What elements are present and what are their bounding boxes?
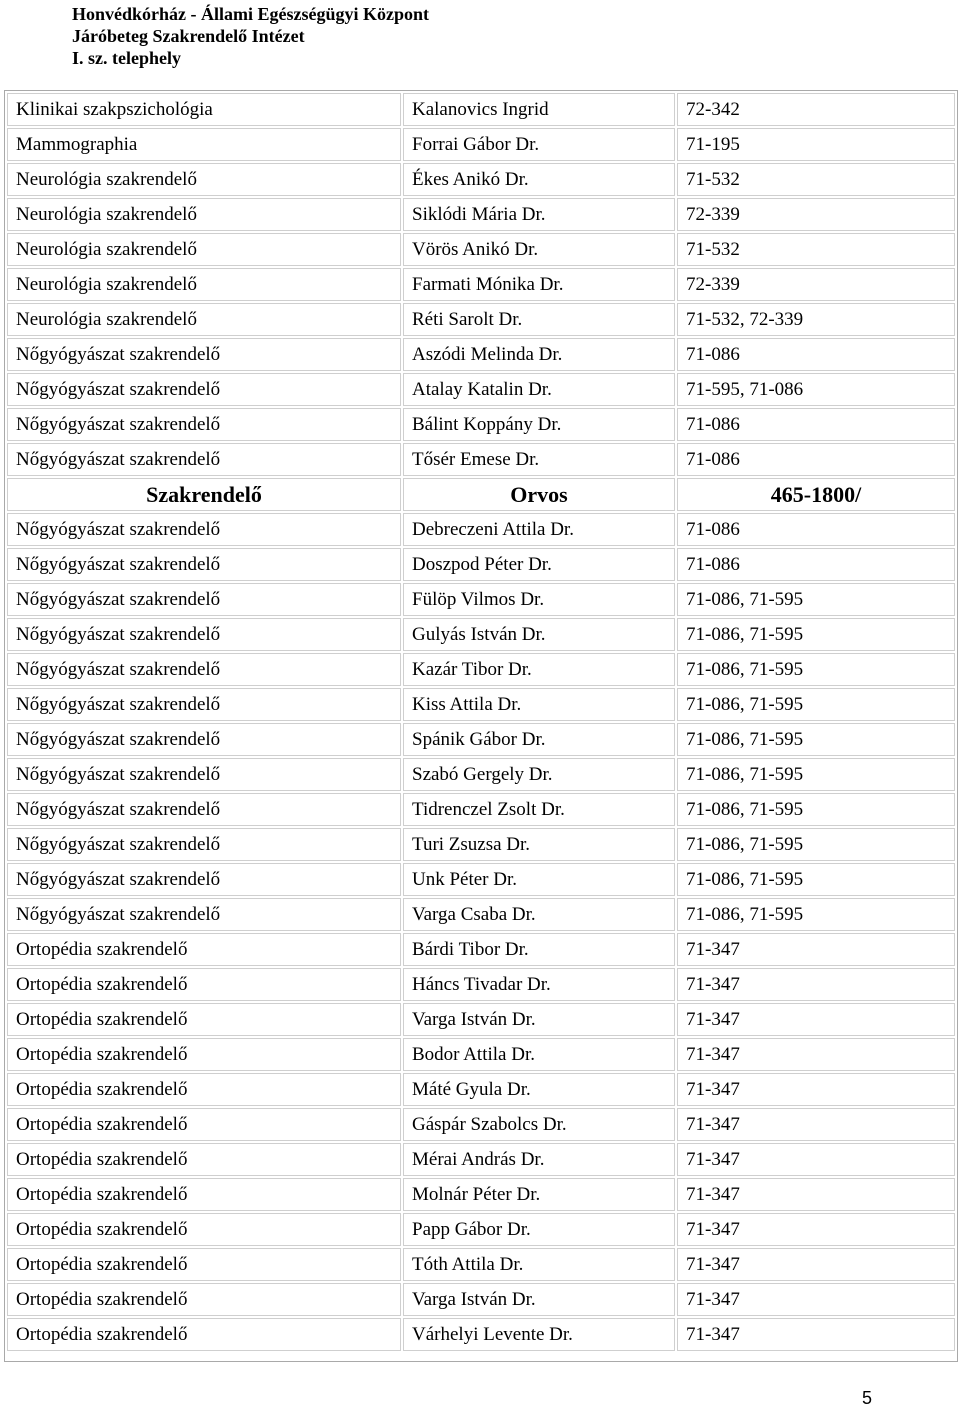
phone-cell: 71-532 [677,163,955,196]
phone-cell: 71-086, 71-595 [677,828,955,861]
doctor-cell: Vörös Anikó Dr. [403,233,675,266]
table-row [7,198,955,231]
doctor-cell: Szabó Gergely Dr. [403,758,675,791]
doctor-cell: Gulyás István Dr. [403,618,675,651]
department-cell: Nőgyógyászat szakrendelő [7,373,401,406]
table-row [7,723,955,756]
table-row [7,1283,955,1316]
department-cell: Neurológia szakrendelő [7,163,401,196]
department-cell: Ortopédia szakrendelő [7,1213,401,1246]
table-row [7,1003,955,1036]
table-row [7,1318,955,1351]
table-row [7,968,955,1001]
phone-cell: 71-086, 71-595 [677,653,955,686]
phone-cell: 72-339 [677,268,955,301]
department-cell: Neurológia szakrendelő [7,233,401,266]
doctor-cell: Bárdi Tibor Dr. [403,933,675,966]
institution-name: Honvédkórház - Állami Egészségügyi Központ [72,4,430,24]
table-row [7,758,955,791]
doctor-cell: Varga István Dr. [403,1283,675,1316]
doctor-cell: Tidrenczel Zsolt Dr. [403,793,675,826]
phone-cell: 72-342 [677,93,955,126]
doctor-cell: Kazár Tibor Dr. [403,653,675,686]
table-row [7,373,955,406]
table-body-top [7,93,955,476]
department-cell: Ortopédia szakrendelő [7,968,401,1001]
table-row [7,163,955,196]
phone-cell: 71-086, 71-595 [677,583,955,616]
phone-cell: 71-595, 71-086 [677,373,955,406]
department-cell: Neurológia szakrendelő [7,198,401,231]
phone-cell: 71-532, 72-339 [677,303,955,336]
department-cell: Nőgyógyászat szakrendelő [7,898,401,931]
doctor-cell: Spánik Gábor Dr. [403,723,675,756]
table-header-section [7,478,955,511]
phone-cell: 71-086, 71-595 [677,898,955,931]
page-number: 5 [862,1388,873,1408]
doctor-cell: Varga István Dr. [403,1003,675,1036]
phone-cell: 71-347 [677,1318,955,1351]
department-cell: Nőgyógyászat szakrendelő [7,653,401,686]
phone-cell: 71-086, 71-595 [677,618,955,651]
table-row [7,303,955,336]
doctor-cell: Papp Gábor Dr. [403,1213,675,1246]
phone-cell: 71-532 [677,233,955,266]
doctor-cell: Tősér Emese Dr. [403,443,675,476]
column-header-row [7,478,955,511]
department-cell: Nőgyógyászat szakrendelő [7,688,401,721]
phone-cell: 71-347 [677,1213,955,1246]
document-header [72,3,429,69]
institute-subtitle: Járóbeteg Szakrendelő Intézet [72,26,305,46]
department-cell: Ortopédia szakrendelő [7,933,401,966]
phone-cell: 71-086, 71-595 [677,723,955,756]
table-row [7,1038,955,1071]
table-row [7,233,955,266]
doctor-cell: Ékes Anikó Dr. [403,163,675,196]
table-row [7,513,955,546]
phone-cell: 71-086 [677,338,955,371]
department-cell: Ortopédia szakrendelő [7,1143,401,1176]
phone-cell: 71-086 [677,443,955,476]
department-cell: Nőgyógyászat szakrendelő [7,793,401,826]
department-cell: Mammographia [7,128,401,161]
table-row [7,443,955,476]
table-row [7,1143,955,1176]
table-row [7,93,955,126]
phone-cell: 71-195 [677,128,955,161]
doctor-cell: Mérai András Dr. [403,1143,675,1176]
table-row [7,688,955,721]
department-cell: Nőgyógyászat szakrendelő [7,548,401,581]
phone-cell: 71-086, 71-595 [677,863,955,896]
table-row [7,898,955,931]
department-cell: Ortopédia szakrendelő [7,1248,401,1281]
phone-cell: 71-347 [677,1073,955,1106]
column-header-department: Szakrendelő [7,478,401,511]
doctor-cell: Siklódi Mária Dr. [403,198,675,231]
phone-cell: 71-347 [677,1003,955,1036]
doctor-cell: Turi Zsuzsa Dr. [403,828,675,861]
table-row [7,828,955,861]
department-cell: Ortopédia szakrendelő [7,1073,401,1106]
table-row [7,1178,955,1211]
department-cell: Nőgyógyászat szakrendelő [7,863,401,896]
doctor-cell: Varga Csaba Dr. [403,898,675,931]
phone-cell: 71-086, 71-595 [677,688,955,721]
department-cell: Nőgyógyászat szakrendelő [7,338,401,371]
department-cell: Nőgyógyászat szakrendelő [7,513,401,546]
department-cell: Nőgyógyászat szakrendelő [7,583,401,616]
doctor-cell: Bálint Koppány Dr. [403,408,675,441]
doctor-cell: Gáspár Szabolcs Dr. [403,1108,675,1141]
department-cell: Ortopédia szakrendelő [7,1318,401,1351]
phone-cell: 71-347 [677,968,955,1001]
phone-cell: 71-347 [677,1178,955,1211]
department-cell: Neurológia szakrendelő [7,303,401,336]
table-row [7,548,955,581]
phone-cell: 71-347 [677,933,955,966]
table-body-bottom [7,513,955,1351]
doctor-cell: Aszódi Melinda Dr. [403,338,675,371]
column-header-phone: 465-1800/ [677,478,955,511]
table-row [7,268,955,301]
phone-cell: 71-086 [677,548,955,581]
department-cell: Ortopédia szakrendelő [7,1283,401,1316]
table-row [7,1213,955,1246]
doctor-cell: Unk Péter Dr. [403,863,675,896]
doctor-cell: Várhelyi Levente Dr. [403,1318,675,1351]
department-cell: Nőgyógyászat szakrendelő [7,828,401,861]
doctor-cell: Máté Gyula Dr. [403,1073,675,1106]
table-row [7,618,955,651]
department-cell: Ortopédia szakrendelő [7,1038,401,1071]
doctor-cell: Farmati Mónika Dr. [403,268,675,301]
table-row [7,1248,955,1281]
column-header-doctor: Orvos [403,478,675,511]
table-row [7,933,955,966]
phone-cell: 71-086 [677,513,955,546]
table-row [7,1073,955,1106]
department-cell: Ortopédia szakrendelő [7,1178,401,1211]
phone-cell: 71-347 [677,1248,955,1281]
phone-cell: 71-086, 71-595 [677,758,955,791]
department-cell: Nőgyógyászat szakrendelő [7,443,401,476]
department-cell: Neurológia szakrendelő [7,268,401,301]
doctor-cell: Bodor Attila Dr. [403,1038,675,1071]
table-row [7,338,955,371]
department-cell: Nőgyógyászat szakrendelő [7,408,401,441]
phone-cell: 71-347 [677,1038,955,1071]
doctor-cell: Molnár Péter Dr. [403,1178,675,1211]
doctor-cell: Fülöp Vilmos Dr. [403,583,675,616]
doctor-cell: Kalanovics Ingrid [403,93,675,126]
phone-cell: 72-339 [677,198,955,231]
table-row [7,1108,955,1141]
phone-cell: 71-347 [677,1283,955,1316]
doctor-cell: Atalay Katalin Dr. [403,373,675,406]
doctor-cell: Tóth Attila Dr. [403,1248,675,1281]
phone-cell: 71-347 [677,1143,955,1176]
department-cell: Nőgyógyászat szakrendelő [7,758,401,791]
department-cell: Nőgyógyászat szakrendelő [7,618,401,651]
doctor-cell: Doszpod Péter Dr. [403,548,675,581]
phone-cell: 71-347 [677,1108,955,1141]
doctor-cell: Háncs Tivadar Dr. [403,968,675,1001]
doctor-cell: Debreczeni Attila Dr. [403,513,675,546]
phone-cell: 71-086 [677,408,955,441]
department-cell: Klinikai szakpszichológia [7,93,401,126]
table-row [7,128,955,161]
doctor-cell: Kiss Attila Dr. [403,688,675,721]
table-row [7,653,955,686]
doctor-cell: Forrai Gábor Dr. [403,128,675,161]
department-cell: Ortopédia szakrendelő [7,1003,401,1036]
table-row [7,408,955,441]
doctor-directory-table [4,90,958,1362]
doctor-cell: Réti Sarolt Dr. [403,303,675,336]
table-row [7,863,955,896]
department-cell: Nőgyógyászat szakrendelő [7,723,401,756]
site-label: I. sz. telephely [72,48,181,68]
table-row [7,583,955,616]
table-row [7,793,955,826]
department-cell: Ortopédia szakrendelő [7,1108,401,1141]
phone-cell: 71-086, 71-595 [677,793,955,826]
